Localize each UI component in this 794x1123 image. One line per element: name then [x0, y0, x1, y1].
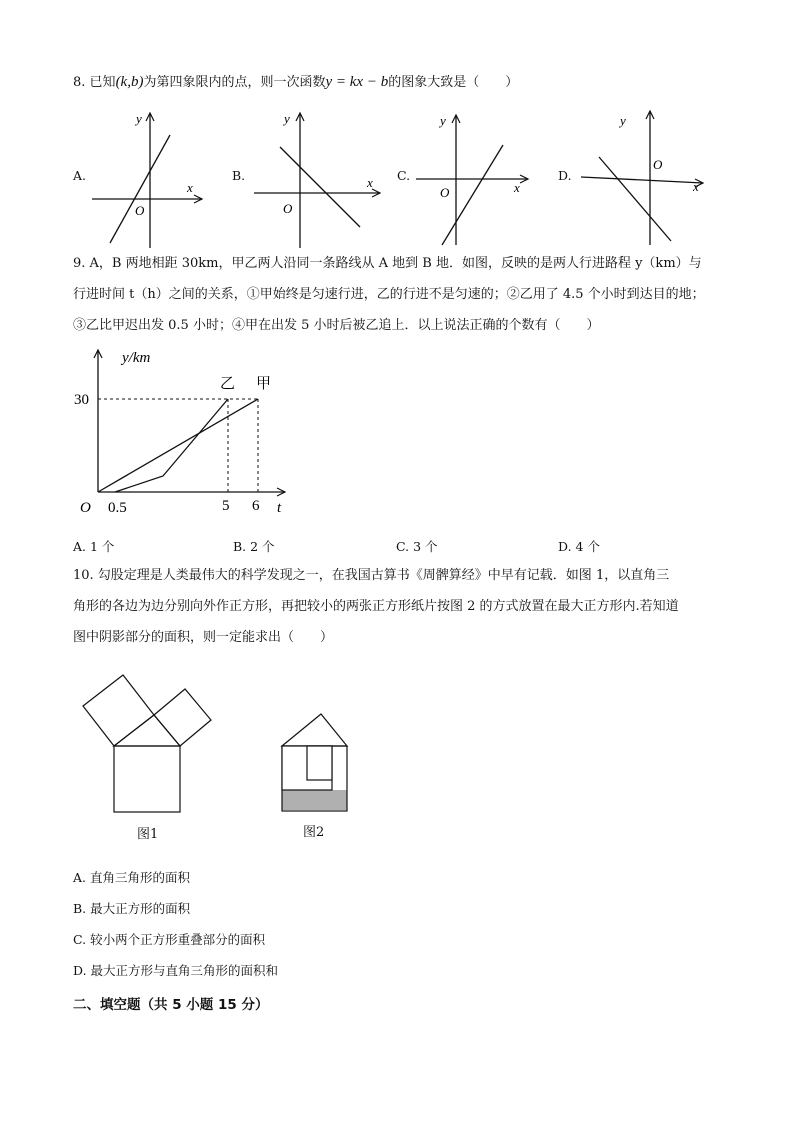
q8-graph-c — [410, 105, 535, 250]
q10-line-3: 图中阴影部分的面积，则一定能求出（ ） — [73, 630, 334, 645]
q10-figure-1 — [78, 665, 218, 820]
q8d-x-axis — [581, 177, 703, 183]
q10-option-b: B. 最大正方形的面积 — [73, 901, 191, 916]
fig2-caption: 图2 — [303, 825, 325, 840]
q8-text-a: 已知 — [89, 75, 116, 90]
q10-line-1: 10. 勾股定理是人类最伟大的科学发现之一，在我国古算书《周髀算经》中早有记载．如图 1，以直角三 — [73, 568, 670, 583]
q9-origin: O — [80, 500, 91, 516]
q8b-x-label: x — [367, 175, 373, 190]
q9-option-b: B. 2 个 — [233, 539, 275, 554]
fig1-right-square — [154, 689, 211, 746]
q9-tick-0-5: 0.5 — [108, 500, 127, 516]
q10-option-d: D. 最大正方形与直角三角形的面积和 — [73, 963, 279, 978]
q8-stem — [73, 73, 518, 92]
q8a-function-line — [110, 135, 170, 243]
q9-tick-30: 30 — [74, 392, 89, 408]
q8-option-a-label: A. — [73, 168, 87, 183]
q10-line-2: 角形的各边为边分别向外作正方形，再把较小的两张正方形纸片按图 2 的方式放置在最大正方形内.若知道 — [73, 599, 679, 614]
q8-formula: y = kx − b — [325, 74, 389, 90]
q9-tick-5: 5 — [222, 498, 230, 514]
fig2-small-square-overlap — [307, 746, 332, 780]
q8d-y-label: y — [620, 113, 626, 128]
fig1-large-square — [114, 746, 180, 812]
q9-line-yi — [115, 399, 228, 492]
q9-option-d: D. 4 个 — [558, 539, 600, 554]
q8c-function-line — [442, 145, 503, 245]
q9-line-1: 9. A，B 两地相距 30km，甲乙两人沿同一条路线从 A 地到 B 地．如图，反映的是两人行进路程 y（km）与 — [73, 256, 702, 271]
q9-line-3: ③乙比甲迟出发 0.5 小时；④甲在出发 5 小时后被乙追上．以上说法正确的个数有（ ） — [73, 318, 600, 333]
q8b-y-label: y — [284, 111, 290, 126]
fig1-caption: 图1 — [137, 827, 159, 842]
q8-graph-b — [250, 105, 385, 250]
q8a-x-label: x — [187, 180, 193, 195]
q9-label-yi: 乙 — [220, 376, 236, 392]
q8-option-b-label: B. — [232, 168, 246, 183]
q8b-origin: O — [283, 201, 293, 216]
q9-tick-6: 6 — [252, 498, 260, 514]
q8-graph-a — [88, 105, 208, 250]
q8a-origin: O — [135, 203, 145, 218]
q9-option-a: A. 1 个 — [73, 539, 115, 554]
q10-figure-2 — [276, 710, 356, 820]
fig2-triangle — [282, 714, 347, 746]
q8-text-c: 的图象大致是（ ） — [388, 75, 519, 90]
q10-option-a: A. 直角三角形的面积 — [73, 870, 190, 885]
fig2-shaded-region — [282, 790, 347, 810]
q10-option-c: C. 较小两个正方形重叠部分的面积 — [73, 932, 266, 947]
section-heading-fill-in: 二、填空题（共 5 小题 15 分） — [73, 997, 269, 1013]
q9-y-label: y/km — [122, 350, 151, 366]
fig1-right-triangle — [114, 715, 180, 746]
fig1-left-square — [83, 675, 154, 746]
q8d-origin: O — [653, 157, 663, 172]
q8-point: (k,b) — [115, 74, 144, 90]
q9-line-jia — [98, 399, 258, 492]
q9-t-label: t — [277, 500, 282, 516]
q8c-y-label: y — [440, 113, 446, 128]
q8-graph-d — [575, 105, 710, 250]
q8d-x-label: x — [693, 179, 699, 194]
q9-line-2: 行进时间 t（h）之间的关系，①甲始终是匀速行进，乙的行进不是匀速的；②乙用了 4.5 个小时到达目的地； — [73, 287, 705, 302]
q8-number: 8. — [73, 75, 86, 90]
q8-option-c-label: C. — [397, 168, 411, 183]
q8-option-d-label: D. — [558, 168, 572, 183]
q8c-origin: O — [440, 185, 450, 200]
q8-text-b: 为第四象限内的点，则一次函数 — [143, 75, 326, 90]
q8c-x-label: x — [514, 180, 520, 195]
q9-label-jia: 甲 — [256, 376, 272, 392]
q9-graph — [70, 340, 300, 520]
q8a-y-label: y — [136, 111, 142, 126]
q9-option-c: C. 3 个 — [396, 539, 438, 554]
